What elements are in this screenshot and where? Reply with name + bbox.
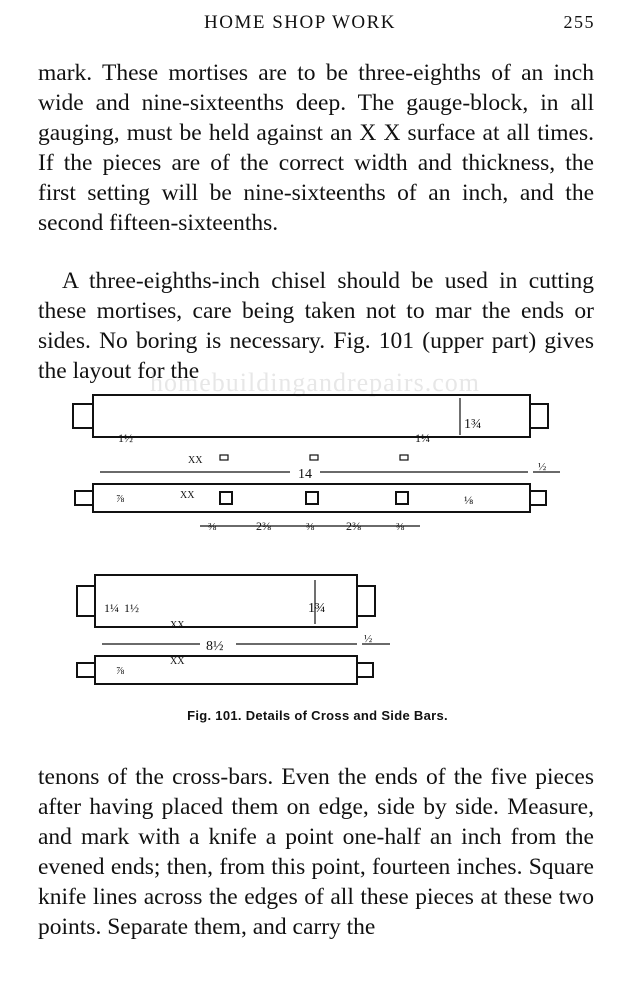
- lower-crossbar-tenon-right: [357, 586, 375, 616]
- upper-sidebar-mortise-3: [396, 492, 408, 504]
- upper-length-label: 14: [298, 467, 312, 482]
- upper-sidebar-xx: XX: [180, 490, 195, 501]
- lower-half-label: ½: [364, 633, 373, 645]
- paragraph-1: mark. These mortises are to be three-eighths of an inch wide and nine-sixteenths deep. The gauge-block, in all gauging, must be held against an X X surface at all times. If the pieces are of the correct width and thickness, the first setting will be nine-sixteenths of an inch, and the second fifteen-sixteenths.: [38, 60, 594, 236]
- watermark-text: homebuildingandrepairs.com: [150, 368, 480, 397]
- upper-sidebar-tenon-right: [530, 491, 546, 505]
- paragraph-2: A three-eighths-inch chisel should be used in cutting these mortises, care being taken not to mar the ends or sides. No boring is necessary. Fig. 101 (upper part) gives the layout for the: [38, 268, 594, 384]
- page-number: 255: [563, 12, 595, 32]
- spacing-label-b: 2⅜: [256, 519, 271, 533]
- upper-crossbar-tenon-right: [530, 404, 548, 428]
- lower-sidebar-body: [95, 656, 357, 684]
- running-title: HOME SHOP WORK: [204, 12, 397, 33]
- upper-crossbar-tenon-left: [73, 404, 93, 428]
- lower-sidebar-xx: XX: [170, 656, 185, 667]
- spacing-label-a: ⅜: [208, 521, 217, 533]
- upper-sidebar-tenon-left: [75, 491, 93, 505]
- upper-small-label-1: 1½: [118, 431, 133, 445]
- paragraph-3: tenons of the cross-bars. Even the ends of the five pieces after having placed them on edge, side by side. Measure, and mark with a knife a point one-half an inch from the evened ends; then, from this point, fourteen inches. Square knife lines across the edges of all these pieces at these two points. Separate them, and carry the: [38, 764, 594, 940]
- upper-mortise-mark-2: [310, 455, 318, 460]
- figure-caption: Fig. 101. Details of Cross and Side Bars.: [187, 708, 448, 723]
- lower-crossbar-tenon-left: [77, 586, 95, 616]
- upper-xx-mark: XX: [188, 455, 203, 466]
- upper-mortise-mark-3: [400, 455, 408, 460]
- figure-101: [60, 380, 580, 700]
- lower-thick-label: ⅞: [116, 665, 125, 677]
- lower-sidebar-tenon-right: [357, 663, 373, 677]
- spacing-label-c: ⅜: [306, 521, 315, 533]
- spacing-label-e: ⅜: [396, 521, 405, 533]
- upper-sidebar-mortise-1: [220, 492, 232, 504]
- lower-sidebar-tenon-left: [77, 663, 95, 677]
- upper-mortise-mark-1: [220, 455, 228, 460]
- lower-crossbar-xx: XX: [170, 620, 185, 631]
- upper-small-label-2: 1¼: [415, 431, 430, 445]
- lower-width-label: 1¾: [308, 601, 326, 616]
- spacing-label-d: 2⅜: [346, 519, 361, 533]
- lower-small-label-2: 1½: [124, 601, 139, 615]
- running-header: [38, 12, 595, 38]
- upper-edge-label: ⅛: [464, 493, 473, 507]
- upper-thick-label: ⅞: [116, 493, 125, 505]
- cross-and-side-bars-drawing: [60, 380, 580, 700]
- lower-length-label: 8½: [206, 639, 224, 654]
- lower-small-label-1: 1¼: [104, 601, 119, 615]
- upper-half-label: ½: [538, 461, 547, 473]
- upper-width-label: 1¾: [464, 417, 482, 432]
- upper-sidebar-mortise-2: [306, 492, 318, 504]
